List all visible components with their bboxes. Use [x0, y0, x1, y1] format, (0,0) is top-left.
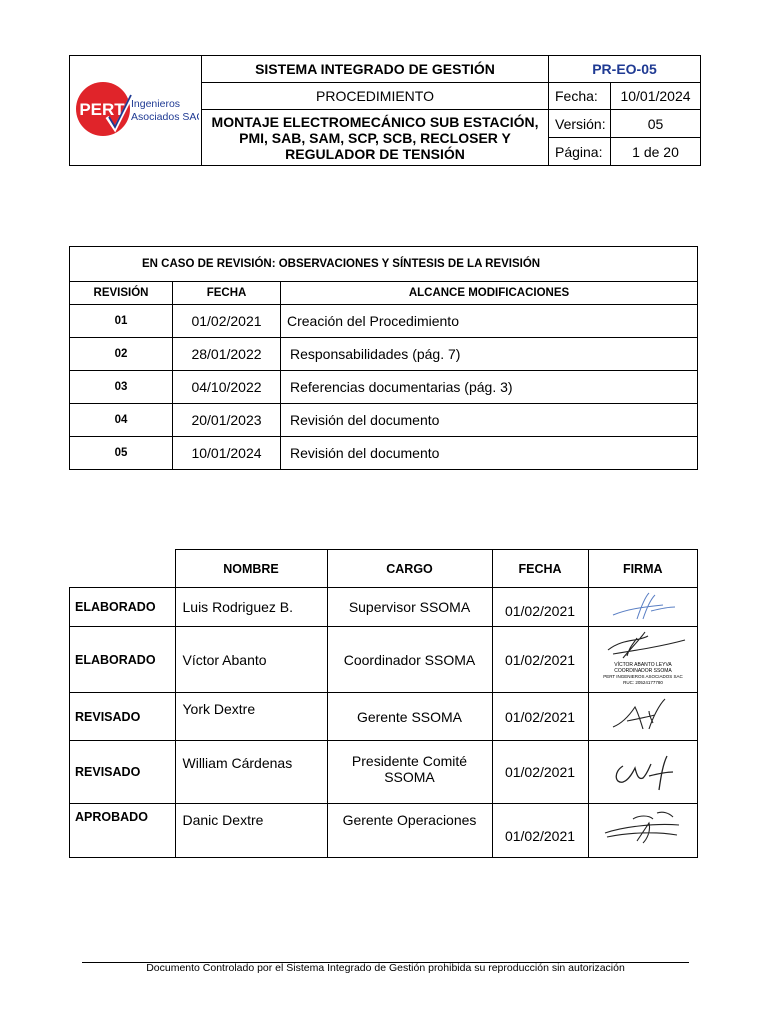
handwritten-signature-icon — [593, 746, 693, 796]
table-row — [70, 588, 698, 627]
revision-scope: Referencias documentarias (pág. 3) — [281, 371, 698, 404]
revision-number: 03 — [70, 371, 173, 404]
document-header — [69, 55, 701, 166]
version-label: Versión: — [549, 110, 611, 138]
logo-company-line1: Ingenieros — [130, 98, 180, 110]
signer-name: York Dextre — [175, 693, 327, 741]
table-row — [70, 305, 698, 338]
approval-signatures-table — [69, 549, 698, 858]
revision-scope: Revisión del documento — [281, 404, 698, 437]
pagina-label: Página: — [549, 138, 611, 166]
version-value: 05 — [611, 110, 701, 138]
role-label: ELABORADO — [70, 588, 176, 627]
table-row — [70, 804, 698, 858]
signature-cell — [588, 693, 698, 741]
document-code: PR-EO-05 — [549, 56, 701, 83]
revision-scope: Revisión del documento — [281, 437, 698, 470]
col-header-firma: FIRMA — [588, 550, 698, 588]
table-row — [70, 437, 698, 470]
col-header-revision: REVISIÓN — [70, 282, 173, 305]
system-title: SISTEMA INTEGRADO DE GESTIÓN — [202, 56, 549, 83]
logo-company-line2: Asociados SAC — [130, 111, 199, 123]
signature-cell — [588, 627, 698, 693]
table-row — [70, 627, 698, 693]
handwritten-signature-icon — [593, 628, 693, 688]
handwritten-signature-icon — [593, 589, 693, 623]
handwritten-signature-icon — [593, 693, 693, 737]
signer-name: Danic Dextre — [175, 804, 327, 858]
signer-position: Gerente SSOMA — [327, 693, 492, 741]
revision-date: 04/10/2022 — [173, 371, 281, 404]
pagina-value: 1 de 20 — [611, 138, 701, 166]
col-header-cargo: CARGO — [327, 550, 492, 588]
role-label: APROBADO — [70, 804, 176, 858]
revision-number: 01 — [70, 305, 173, 338]
document-title: MONTAJE ELECTROMECÁNICO SUB ESTACIÓN, PMI, SAB, SAM, SCP, SCB, RECLOSER Y REGULADOR DE TENSIÓN — [202, 110, 549, 166]
signature-date: 01/02/2021 — [492, 741, 588, 804]
stamp-line-1: VÍCTOR ABANTO LEYVA — [613, 662, 672, 668]
signature-date: 01/02/2021 — [492, 804, 588, 858]
table-row — [70, 338, 698, 371]
signer-name: Víctor Abanto — [175, 627, 327, 693]
footer-notice: Documento Controlado por el Sistema Integrado de Gestión prohibida su reproducción sin autorización — [146, 962, 625, 974]
table-row — [70, 741, 698, 804]
table-row — [70, 371, 698, 404]
col-header-nombre: NOMBRE — [175, 550, 327, 588]
role-label: REVISADO — [70, 693, 176, 741]
signer-position: Gerente Operaciones — [327, 804, 492, 858]
revision-date: 10/01/2024 — [173, 437, 281, 470]
revision-number: 02 — [70, 338, 173, 371]
fecha-label: Fecha: — [549, 83, 611, 110]
company-logo-cell — [70, 56, 202, 166]
signature-cell — [588, 588, 698, 627]
revision-date: 01/02/2021 — [173, 305, 281, 338]
revision-table-title: EN CASO DE REVISIÓN: OBSERVACIONES Y SÍNTESIS DE LA REVISIÓN — [70, 247, 698, 282]
revision-scope: Creación del Procedimiento — [281, 305, 698, 338]
signature-date: 01/02/2021 — [492, 588, 588, 627]
role-label: REVISADO — [70, 741, 176, 804]
stamp-line-3: PERT INGENIEROS ASOCIADOS SAC — [602, 674, 683, 679]
col-header-fecha: FECHA — [173, 282, 281, 305]
handwritten-signature-icon — [593, 807, 693, 851]
col-header-alcance: ALCANCE MODIFICACIONES — [281, 282, 698, 305]
signer-position: Presidente Comité SSOMA — [327, 741, 492, 804]
table-row — [70, 404, 698, 437]
revision-history-table — [69, 246, 698, 470]
revision-number: 04 — [70, 404, 173, 437]
signer-name: William Cárdenas — [175, 741, 327, 804]
pert-logo-icon — [73, 77, 199, 141]
logo-pert-text: PERT — [78, 100, 125, 119]
signature-date: 01/02/2021 — [492, 693, 588, 741]
signer-name: Luis Rodriguez B. — [175, 588, 327, 627]
revision-number: 05 — [70, 437, 173, 470]
revision-date: 28/01/2022 — [173, 338, 281, 371]
signer-position: Supervisor SSOMA — [327, 588, 492, 627]
empty-corner-cell — [70, 550, 176, 588]
table-row — [70, 693, 698, 741]
signature-cell — [588, 804, 698, 858]
stamp-line-2: COORDINADOR SSOMA — [613, 668, 672, 674]
signature-cell — [588, 741, 698, 804]
document-type: PROCEDIMIENTO — [202, 83, 549, 110]
col-header-fecha: FECHA — [492, 550, 588, 588]
revision-date: 20/01/2023 — [173, 404, 281, 437]
stamp-line-4: RUC: 20524177780 — [622, 680, 663, 685]
signature-date: 01/02/2021 — [492, 627, 588, 693]
signer-position: Coordinador SSOMA — [327, 627, 492, 693]
role-label: ELABORADO — [70, 627, 176, 693]
fecha-value: 10/01/2024 — [611, 83, 701, 110]
revision-scope: Responsabilidades (pág. 7) — [281, 338, 698, 371]
